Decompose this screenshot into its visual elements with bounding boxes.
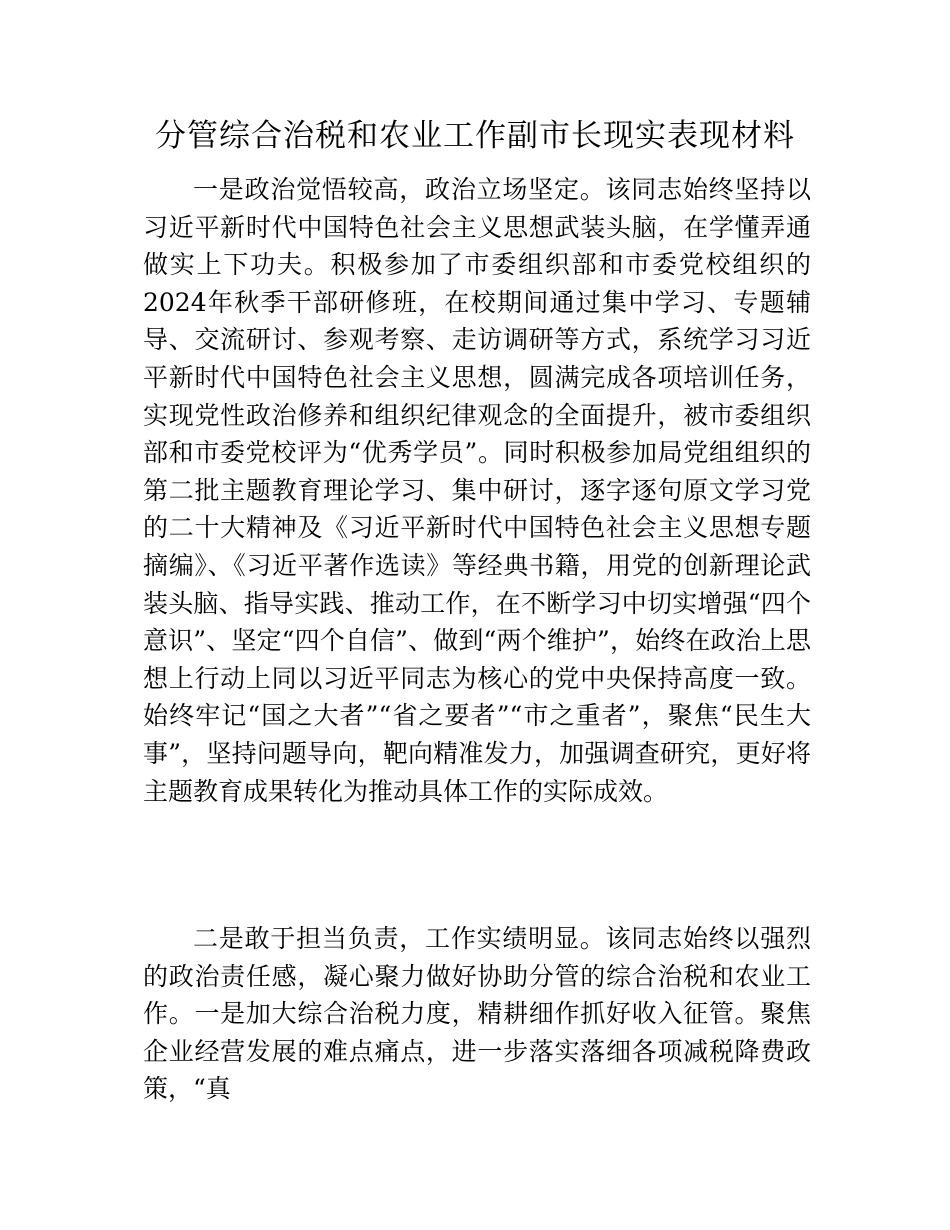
document-title: 分管综合治税和农业工作副市长现实表现材料 [155,118,795,154]
paragraph-political-awareness: 一是政治觉悟较高，政治立场坚定。该同志始终坚持以习近平新时代中国特色社会主义思想武装头脑，在学懂弄通做实上下功夫。积极参加了市委组织部和市委党校组织的2024年秋季干部研修班，在校期间通过集中学习、专题辅导、交流研讨、参观考察、走访调研等方式，系统学习习近平新时代中国特色社会主义思想，圆满完成各项培训任务，实现党性政治修养和组织纪律观念的全面提升，被市委组织部和市委党校评为“优秀学员”。同时积极参加局党组组织的第二批主题教育理论学习、集中研讨，逐字逐句原文学习党的二十大精神及《习近平新时代中国特色社会主义思想专题摘编》、《习近平著作选读》等经典书籍，用党的创新理论武装头脑、指导实践、推动工作，在不断学习中切实增强“四个意识”、坚定“四个自信”、做到“两个维护”，始终在政治上思想上行动上同以习近平同志为核心的党中央保持高度一致。始终牢记“国之大者”“省之要者”“市之重者”，聚焦“民生大事”，坚持问题导向，靶向精准发力，加强调查研究，更好将主题教育成果转化为推动具体工作的实际成效。 [143,175,811,806]
paragraph-work-performance: 二是敢于担当负责，工作实绩明显。该同志始终以强烈的政治责任感，凝心聚力做好协助分管的综合治税和农业工作。一是加大综合治税力度，精耕细作抓好收入征管。聚焦企业经营发展的难点痛点，进一步落实落细各项减税降费政策，“真 [143,924,811,1104]
